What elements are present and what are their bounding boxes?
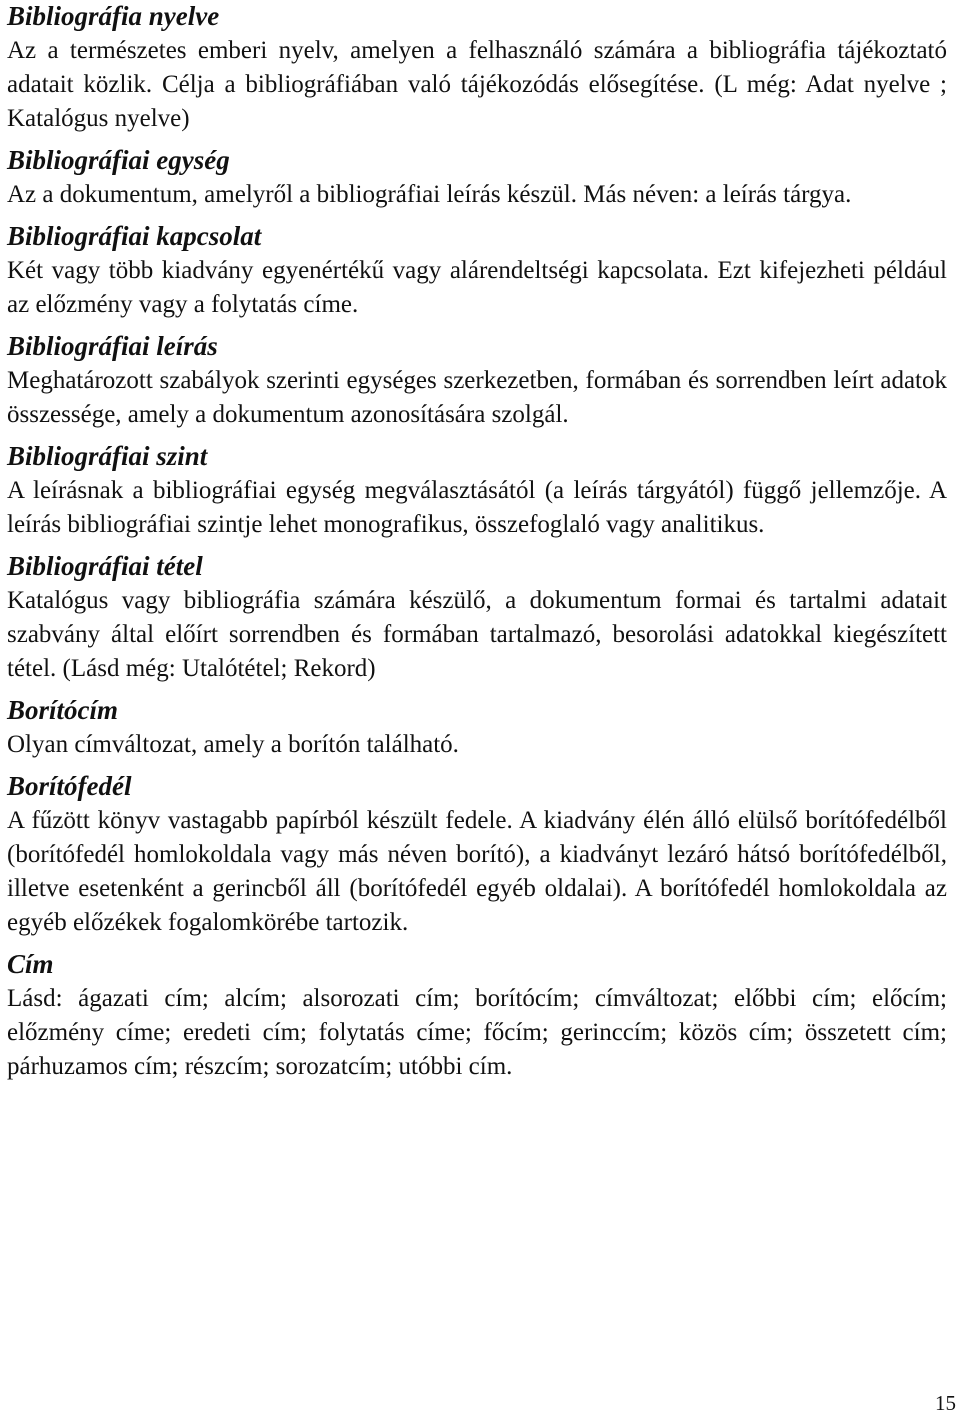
entry-definition: Az a dokumentum, amelyről a bibliográfiai leírás készül. Más néven: a leírás tárgya.: [7, 181, 852, 208]
entry-definition: Meghatározott szabályok szerinti egységes szerkezetben, formában és sorrendben leírt adatok összessége, amely a dokumentum azonosítására szolgál.: [7, 367, 947, 428]
glossary-entry-bibliografiai-leiras: [7, 330, 947, 440]
glossary-entry-bibliografia-nyelve: [7, 0, 947, 144]
entry-definition: A leírásnak a bibliográfiai egység megválasztásától (a leírás tárgyától) függő jellemzője. A leírás bibliográfiai szintje lehet monografikus, összefoglaló vagy analitikus.: [7, 477, 947, 538]
entry-definition: Katalógus vagy bibliográfia számára készülő, a dokumentum formai és tartalmi adatait szabvány által előírt sorrendben és formában tartalmazó, besorolási adatokkal kiegészített tétel. (Lásd még: Utalótétel; Rekord): [7, 587, 947, 682]
glossary-entry-boritofedel: [7, 770, 947, 948]
glossary-entry-bibliografiai-egyseg: [7, 144, 947, 220]
entry-term: Bibliográfiai szint: [7, 441, 208, 471]
entry-term: Bibliográfiai tétel: [7, 551, 203, 581]
glossary-entry-bibliografiai-kapcsolat: [7, 220, 947, 330]
entry-term: Bibliográfiai leírás: [7, 331, 218, 361]
entry-term: Borítócím: [7, 695, 119, 725]
glossary-entry-bibliografiai-tetel: [7, 550, 947, 694]
entry-definition: A fűzött könyv vastagabb papírból készült fedele. A kiadvány élén álló elülső borítófedélből (borítófedél homlokoldala vagy más néven borító), a kiadványt lezáró hátsó borítófedélből, illetve esetenként a gerincből áll (borítófedél egyéb oldalai). A borítófedél homlokoldala az egyéb előzékek fogalomkörébe tartozik.: [7, 807, 947, 936]
entry-definition: Az a természetes emberi nyelv, amelyen a felhasználó számára a bibliográfia tájékoztató adatait közlik. Célja a bibliográfiában való tájékozódás elősegítése. (L még: Adat nyelve ; Katalógus nyelve): [7, 37, 947, 132]
entry-term: Bibliográfiai kapcsolat: [7, 221, 262, 251]
glossary-page: [7, 0, 947, 1092]
entry-term: Bibliográfiai egység: [7, 145, 230, 175]
glossary-entry-cim: [7, 948, 947, 1092]
glossary-entry-boritocim: [7, 694, 947, 770]
entry-term: Bibliográfia nyelve: [7, 1, 220, 31]
entry-term: Borítófedél: [7, 771, 132, 801]
entry-definition: Két vagy több kiadvány egyenértékű vagy alárendeltségi kapcsolata. Ezt kifejezheti például az előzmény vagy a folytatás címe.: [7, 257, 947, 318]
entry-definition: Lásd: ágazati cím; alcím; alsorozati cím; borítócím; címváltozat; előbbi cím; előcím; előzmény címe; eredeti cím; folytatás címe; főcím; gerinccím; közös cím; összetett cím; párhuzamos cím; részcím; sorozatcím; utóbbi cím.: [7, 985, 947, 1080]
page-number: 15: [935, 1391, 956, 1415]
entry-term: Cím: [7, 949, 54, 979]
glossary-entry-bibliografiai-szint: [7, 440, 947, 550]
entry-definition: Olyan címváltozat, amely a borítón található.: [7, 731, 459, 758]
